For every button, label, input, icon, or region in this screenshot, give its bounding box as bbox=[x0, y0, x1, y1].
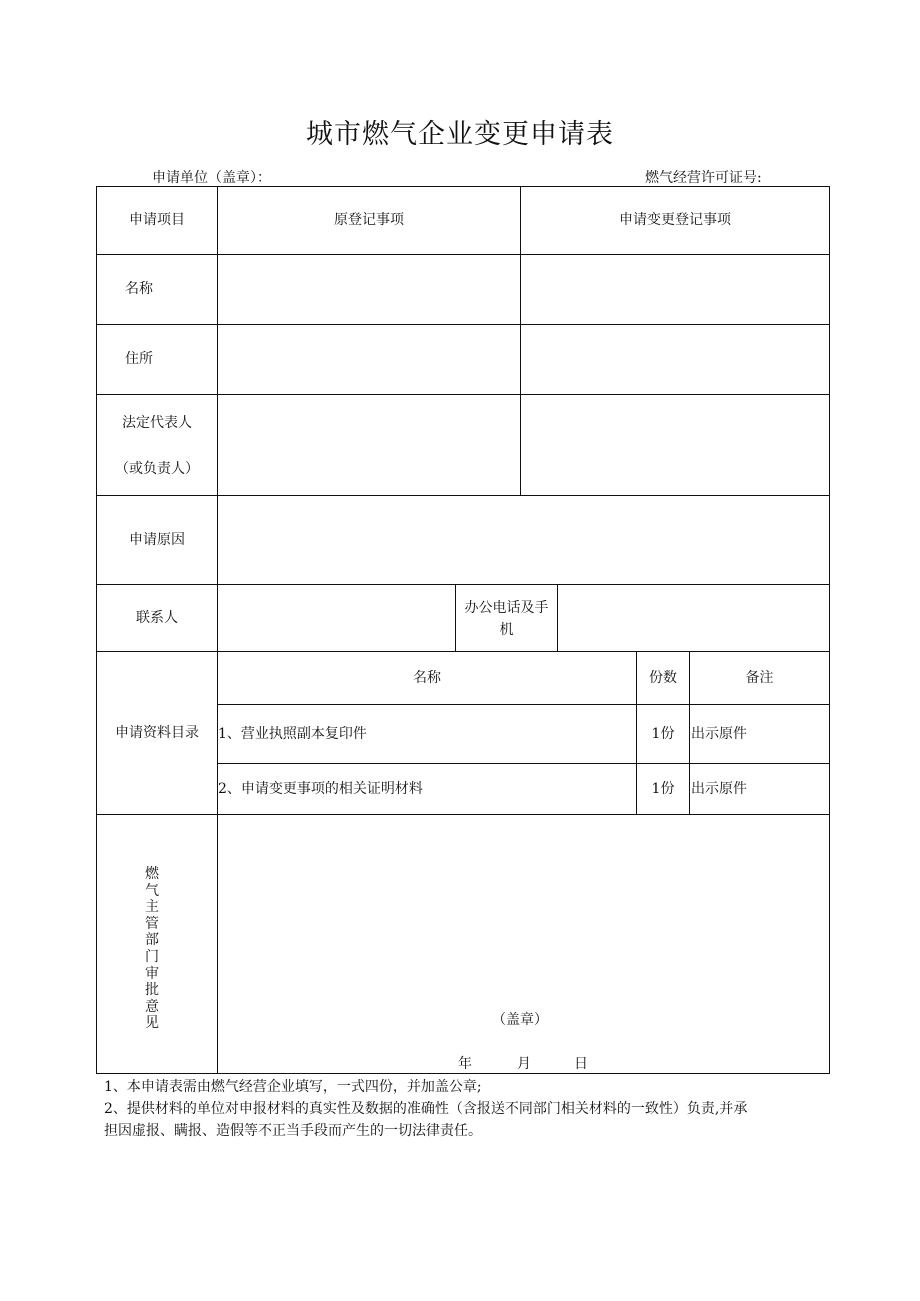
legal-rep-original-field[interactable] bbox=[218, 395, 520, 495]
material-item-name: 1、营业执照副本复印件 bbox=[218, 725, 367, 742]
address-changed-field[interactable] bbox=[521, 325, 829, 394]
name-original-field[interactable] bbox=[218, 255, 520, 324]
row-label-legal-rep-note: （或负责人） bbox=[115, 460, 199, 477]
materials-col-name: 名称 bbox=[413, 669, 441, 686]
date-month-label: 月 bbox=[517, 1055, 531, 1072]
material-item-name: 2、申请变更事项的相关证明材料 bbox=[218, 780, 423, 797]
materials-col-count: 份数 bbox=[649, 669, 677, 686]
applicant-unit-label: 申请单位（盖章）： bbox=[152, 170, 271, 186]
material-item-count: 1份 bbox=[651, 725, 675, 742]
license-number-label: 燃气经营许可证号: bbox=[645, 170, 762, 186]
row-label-phone-cont: 机 bbox=[499, 621, 514, 638]
row-label-phone: 办公电话及手 bbox=[464, 599, 549, 616]
date-day-label: 日 bbox=[574, 1055, 588, 1072]
row-label-contact: 联系人 bbox=[136, 609, 178, 626]
phone-field[interactable] bbox=[558, 585, 829, 651]
row-label-reason: 申请原因 bbox=[129, 531, 185, 548]
material-item-count: 1份 bbox=[651, 780, 675, 797]
header-changed: 申请变更登记事项 bbox=[619, 212, 731, 229]
note-1: 1、本申请表需由燃气经营企业填写，一式四份，并加盖公章; bbox=[104, 1079, 482, 1095]
row-label-name: 名称 bbox=[125, 281, 153, 298]
material-item-note: 出示原件 bbox=[691, 725, 747, 742]
header-item: 申请项目 bbox=[129, 212, 185, 229]
date-year-label: 年 bbox=[458, 1055, 472, 1072]
note-2-continued: 担因虚报、瞒报、造假等不正当手段而产生的一切法律责任。 bbox=[104, 1123, 482, 1139]
approval-opinion-field[interactable] bbox=[218, 815, 829, 1005]
row-label-materials: 申请资料目录 bbox=[115, 724, 199, 741]
legal-rep-changed-field[interactable] bbox=[521, 395, 829, 495]
reason-field[interactable] bbox=[218, 496, 829, 584]
row-label-address: 住所 bbox=[125, 351, 153, 368]
header-original: 原登记事项 bbox=[334, 212, 404, 229]
material-item-note: 出示原件 bbox=[691, 780, 747, 797]
row-label-legal-rep: 法定代表人 bbox=[122, 414, 192, 431]
contact-field[interactable] bbox=[218, 585, 455, 651]
form-title: 城市燃气企业变更申请表 bbox=[306, 119, 614, 150]
seal-label: （盖章） bbox=[492, 1011, 548, 1028]
row-label-approval: 燃气主管部门审批意见 bbox=[145, 866, 159, 1032]
note-2: 2、提供材料的单位对申报材料的真实性及数据的准确性（含报送不同部门相关材料的一致性）负责,并承 bbox=[104, 1101, 748, 1117]
name-changed-field[interactable] bbox=[521, 255, 829, 324]
address-original-field[interactable] bbox=[218, 325, 520, 394]
materials-col-note: 备注 bbox=[745, 669, 774, 686]
